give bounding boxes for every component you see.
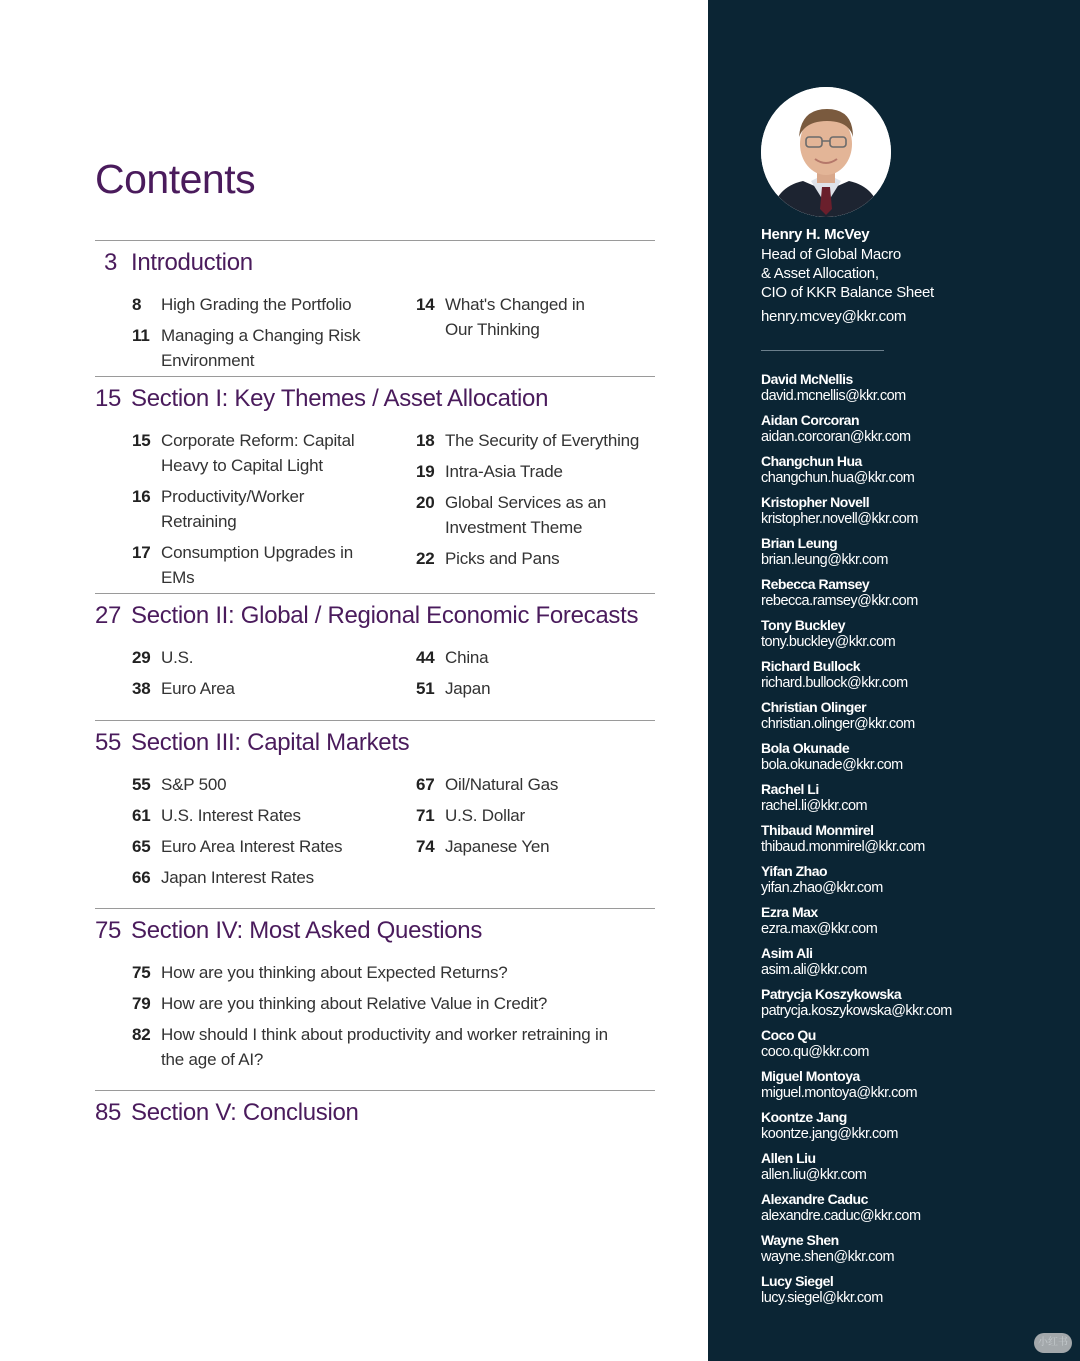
author-portrait: [761, 87, 891, 217]
lead-author: [761, 225, 1061, 327]
toc-entry[interactable]: [132, 834, 362, 859]
lead-author-email[interactable]: henry.mcvey@kkr.com: [761, 308, 907, 325]
toc-entry[interactable]: [132, 991, 652, 1016]
entry-page-number: 38: [132, 679, 151, 698]
section-page-number: 75: [95, 917, 122, 944]
section-heading[interactable]: [95, 1099, 359, 1127]
team-member: [761, 535, 1061, 576]
team-member-name: Ezra Max: [761, 904, 818, 920]
entry-title: How should I think about productivity and worker retraining in the age of AI?: [161, 1025, 608, 1069]
lead-author-name: Henry H. McVey: [761, 226, 870, 243]
team-member: [761, 576, 1061, 617]
entry-page-number: 8: [132, 295, 142, 314]
entry-title: Japan Interest Rates: [161, 868, 314, 887]
team-member: [761, 904, 1061, 945]
entry-title: U.S. Interest Rates: [161, 806, 301, 825]
entry-page-number: 74: [416, 837, 435, 856]
entry-page-number: 79: [132, 994, 151, 1013]
team-member-name: Brian Leung: [761, 535, 838, 551]
team-member: [761, 822, 1061, 863]
entry-title: Japanese Yen: [445, 837, 550, 856]
entry-page-number: 75: [132, 963, 151, 982]
entry-title: How are you thinking about Relative Value in Credit?: [161, 994, 548, 1013]
section-title: Section II: Global / Regional Economic Forecasts: [131, 602, 639, 629]
team-member-name: Miguel Montoya: [761, 1068, 860, 1084]
toc-entry[interactable]: [416, 459, 646, 484]
entry-title: China: [445, 648, 489, 667]
team-member-name: David McNellis: [761, 371, 853, 387]
team-member-name: Asim Ali: [761, 945, 813, 961]
entry-title: Picks and Pans: [445, 549, 560, 568]
team-member-name: Coco Qu: [761, 1027, 816, 1043]
entry-page-number: 17: [132, 543, 151, 562]
section-title: Section IV: Most Asked Questions: [131, 917, 483, 944]
team-member-email[interactable]: wayne.shen@kkr.com: [761, 1249, 895, 1265]
toc-section-key-themes: [95, 376, 655, 593]
team-member: [761, 781, 1061, 822]
section-heading[interactable]: [95, 385, 548, 413]
watermark-badge: 小红书: [1034, 1333, 1072, 1353]
section-page-number: 3: [104, 249, 118, 276]
toc-entry[interactable]: [132, 428, 362, 478]
team-member-email[interactable]: patrycja.koszykowska@kkr.com: [761, 1003, 952, 1019]
team-member-email[interactable]: kristopher.novell@kkr.com: [761, 511, 918, 527]
team-member-name: Wayne Shen: [761, 1232, 839, 1248]
team-member-name: Christian Olinger: [761, 699, 867, 715]
entry-title: U.S.: [161, 648, 194, 667]
entry-title: Intra-Asia Trade: [445, 462, 563, 481]
entry-page-number: 15: [132, 431, 151, 450]
entry-page-number: 66: [132, 868, 151, 887]
entry-page-number: 20: [416, 493, 435, 512]
toc-entry[interactable]: [416, 834, 646, 859]
toc-entry[interactable]: [416, 428, 646, 453]
team-member: [761, 1191, 1061, 1232]
entry-page-number: 44: [416, 648, 435, 667]
toc-entry[interactable]: [132, 865, 362, 890]
entry-page-number: 65: [132, 837, 151, 856]
toc-entry[interactable]: [132, 803, 362, 828]
team-member: [761, 1068, 1061, 1109]
toc-section-economic-forecasts: [95, 593, 655, 720]
team-member: [761, 412, 1061, 453]
toc-entry[interactable]: [416, 292, 616, 342]
toc-section-capital-markets: [95, 720, 655, 909]
toc-section-introduction: [95, 240, 655, 377]
entry-title: Managing a Changing Risk Environment: [161, 326, 361, 370]
section-heading[interactable]: [95, 602, 638, 630]
section-page-number: 15: [95, 385, 122, 412]
entry-title: Corporate Reform: Capital Heavy to Capital Light: [161, 431, 355, 475]
team-member-name: Aidan Corcoran: [761, 412, 860, 428]
team-member-name: Changchun Hua: [761, 453, 862, 469]
team-member: [761, 740, 1061, 781]
team-member-name: Rachel Li: [761, 781, 819, 797]
team-member-email[interactable]: koontze.jang@kkr.com: [761, 1126, 898, 1142]
entry-page-number: 18: [416, 431, 435, 450]
entry-title: Oil/Natural Gas: [445, 775, 559, 794]
team-member-name: Thibaud Monmirel: [761, 822, 874, 838]
entry-page-number: 29: [132, 648, 151, 667]
entry-title: U.S. Dollar: [445, 806, 525, 825]
section-title: Section V: Conclusion: [131, 1099, 359, 1126]
team-member-name: Richard Bullock: [761, 658, 861, 674]
entry-title: Euro Area: [161, 679, 235, 698]
toc-entry[interactable]: [416, 803, 646, 828]
team-member-name: Lucy Siegel: [761, 1273, 834, 1289]
entry-page-number: 19: [416, 462, 435, 481]
toc-entry[interactable]: [132, 960, 652, 985]
entry-title: Global Services as an Investment Theme: [445, 493, 607, 537]
team-member-name: Bola Okunade: [761, 740, 850, 756]
toc-entry[interactable]: [132, 772, 362, 797]
authors-sidebar: [708, 0, 1080, 1361]
team-member-email[interactable]: thibaud.monmirel@kkr.com: [761, 839, 925, 855]
team-member-email[interactable]: tony.buckley@kkr.com: [761, 634, 896, 650]
team-member-name: Tony Buckley: [761, 617, 845, 633]
entry-page-number: 55: [132, 775, 151, 794]
team-member: [761, 699, 1061, 740]
team-member-name: Patrycja Koszykowska: [761, 986, 902, 1002]
team-member: [761, 1232, 1061, 1273]
section-title: Introduction: [131, 249, 253, 276]
team-member-email[interactable]: richard.bullock@kkr.com: [761, 675, 908, 691]
lead-author-role: CIO of KKR Balance Sheet: [761, 284, 934, 301]
team-member-email[interactable]: rachel.li@kkr.com: [761, 798, 868, 814]
team-member-name: Kristopher Novell: [761, 494, 870, 510]
toc-entry[interactable]: [416, 645, 646, 670]
toc-entry[interactable]: [132, 323, 362, 373]
entry-page-number: 16: [132, 487, 151, 506]
team-member: [761, 453, 1061, 494]
sidebar-divider: [761, 350, 884, 351]
team-member-email[interactable]: alexandre.caduc@kkr.com: [761, 1208, 921, 1224]
portrait-image: [761, 87, 891, 217]
team-member: [761, 1027, 1061, 1068]
team-member-email[interactable]: christian.olinger@kkr.com: [761, 716, 915, 732]
team-member-email[interactable]: brian.leung@kkr.com: [761, 552, 888, 568]
toc-section-conclusion: [95, 1090, 655, 1151]
toc-entry[interactable]: [132, 292, 362, 317]
entry-page-number: 51: [416, 679, 435, 698]
team-member-name: Koontze Jang: [761, 1109, 847, 1125]
team-member-name: Alexandre Caduc: [761, 1191, 868, 1207]
team-member-email[interactable]: yifan.zhao@kkr.com: [761, 880, 883, 896]
team-member: [761, 1273, 1061, 1314]
entry-page-number: 67: [416, 775, 435, 794]
team-member: [761, 863, 1061, 904]
team-member: [761, 945, 1061, 986]
entry-title: Consumption Upgrades in EMs: [161, 543, 353, 587]
toc-entry[interactable]: [132, 540, 362, 590]
team-member-email[interactable]: miguel.montoya@kkr.com: [761, 1085, 918, 1101]
entry-title: High Grading the Portfolio: [161, 295, 352, 314]
section-heading[interactable]: [95, 917, 482, 945]
entry-page-number: 61: [132, 806, 151, 825]
team-list: [761, 371, 1061, 1314]
team-member-email[interactable]: changchun.hua@kkr.com: [761, 470, 915, 486]
toc-entry[interactable]: [132, 645, 362, 670]
section-title: Section I: Key Themes / Asset Allocation: [131, 385, 549, 412]
toc-entry[interactable]: [416, 772, 646, 797]
team-member: [761, 617, 1061, 658]
toc-entry[interactable]: [132, 676, 362, 701]
team-member-email[interactable]: bola.okunade@kkr.com: [761, 757, 903, 773]
team-member: [761, 986, 1061, 1027]
team-member-email[interactable]: asim.ali@kkr.com: [761, 962, 867, 978]
entry-title: How are you thinking about Expected Returns?: [161, 963, 508, 982]
entry-title: Productivity/Worker Retraining: [161, 487, 305, 531]
entry-page-number: 71: [416, 806, 435, 825]
entry-page-number: 11: [132, 326, 150, 345]
team-member-email[interactable]: ezra.max@kkr.com: [761, 921, 878, 937]
team-member-email[interactable]: rebecca.ramsey@kkr.com: [761, 593, 918, 609]
team-member-email[interactable]: david.mcnellis@kkr.com: [761, 388, 906, 404]
entry-title: Euro Area Interest Rates: [161, 837, 343, 856]
lead-author-role: Head of Global Macro: [761, 246, 901, 263]
team-member-email[interactable]: aidan.corcoran@kkr.com: [761, 429, 911, 445]
team-member-email[interactable]: lucy.siegel@kkr.com: [761, 1290, 883, 1306]
team-member: [761, 1109, 1061, 1150]
toc-entry[interactable]: [416, 546, 646, 571]
toc-entry[interactable]: [416, 490, 616, 540]
toc-entry[interactable]: [416, 676, 646, 701]
team-member-name: Allen Liu: [761, 1150, 816, 1166]
team-member-email[interactable]: allen.liu@kkr.com: [761, 1167, 867, 1183]
team-member-name: Yifan Zhao: [761, 863, 828, 879]
team-member-name: Rebecca Ramsey: [761, 576, 870, 592]
team-member: [761, 658, 1061, 699]
entry-title: S&P 500: [161, 775, 227, 794]
lead-author-role: & Asset Allocation,: [761, 265, 879, 282]
page-title: Contents: [95, 156, 256, 202]
section-page-number: 85: [95, 1099, 122, 1126]
entry-page-number: 14: [416, 295, 435, 314]
toc-entry[interactable]: [132, 484, 342, 534]
entry-title: What's Changed in Our Thinking: [445, 295, 585, 339]
entry-title: The Security of Everything: [445, 431, 640, 450]
team-member: [761, 371, 1061, 412]
toc-entry[interactable]: [132, 1022, 632, 1072]
entry-page-number: 22: [416, 549, 435, 568]
team-member: [761, 1150, 1061, 1191]
entry-page-number: 82: [132, 1025, 151, 1044]
section-heading[interactable]: [95, 729, 409, 757]
section-page-number: 27: [95, 602, 122, 629]
section-heading[interactable]: [104, 249, 253, 277]
team-member: [761, 494, 1061, 535]
entry-title: Japan: [445, 679, 491, 698]
toc-section-most-asked-questions: [95, 908, 655, 1091]
team-member-email[interactable]: coco.qu@kkr.com: [761, 1044, 869, 1060]
section-page-number: 55: [95, 729, 122, 756]
section-title: Section III: Capital Markets: [131, 729, 410, 756]
